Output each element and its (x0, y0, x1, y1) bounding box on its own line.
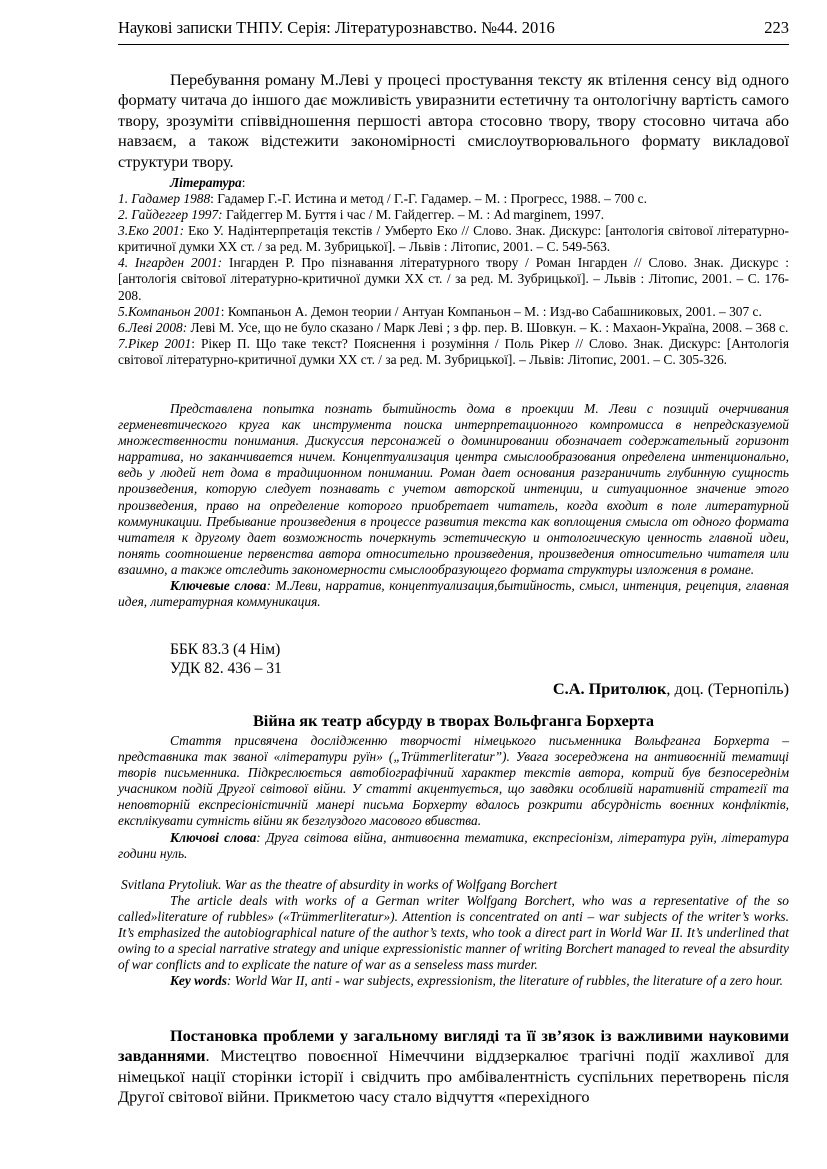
abstract-ua-text: Стаття присвячена дослідженню творчості німецького письменника Вольфганга Борхерта – представника так званої «літератури руїн» („Trümmerliteratur”). Увага зосереджена на антивоєнній тематиці творів письменника. Підкреслюється автобіографічний характер текстів автора, котрий був безпосереднім учасником подій Другої світової війни. У статті акцентується, що завдяки особливій наративній стратегії та неповторній експресіоністичній манері письма Борхерту вдалось розкрити абсурдність воєнних конфліктів, експлікувати сутність війни як безглуздого масового вбивства. (118, 733, 789, 829)
references-heading: Література: (170, 175, 246, 190)
abstract-ru-text: Представлена попытка познать бытийность дома в проекции М. Леви с позиций очерчивания герменевтического круга как инструмента поиска интерпретационного компромисса в непредсказуемой множественности понимания. Дискуссия персонажей о доминировании обозначает содержательный горизонт нарратива, но заканчивается ничем. Концептуализация центра смыслообразования определена интенционально, ведь у людей нет дома в традиционном понимании. Роман дает основания разграничить глубинную сущность произведения, которую следует познавать с учетом авторской интенции, и ситуационное значение этого произведения, право на определение которого приобретает читатель, когда входит в поле литературной коммуникации. Пребывание произведения в процессе развития текста как воплощения смысла от одного формата читателя к другому дает возможность почеркнуть эстетическую и онтологическую ценность главной идеи, понять соотношение первенства автора относительно произведения, произведения относительно читателя или взаимно, а также отследить закономерности смыслообразующего формата структуры изложения в романе. (118, 401, 789, 577)
references-list (118, 191, 789, 368)
abstract-en (118, 877, 789, 990)
reference-item: 7.Рікер 2001: Рікер П. Що таке текст? Пояснення і розуміння / Поль Рікер // Слово. Знак. Дискурс: [Антологія світової літературно-критичної думки ХХ ст. / за ред. М. Зубрицької]. – Львів: Літопис, 2001. – С. 305-326. (118, 335, 790, 367)
author-name: С.А. Притолюк (552, 679, 667, 698)
conclusion-section (118, 70, 789, 172)
references-section (118, 175, 789, 368)
reference-item: 3.Еко 2001: Еко У. Надінтерпретація текстів / Умберто Еко // Слово. Знак. Дискурс: [антологія світової літературно-критичної думки ХХ ст. / за ред. М. Зубрицької]. – Львів : Літопис, 2001. – С. 549-563. (118, 223, 789, 255)
reference-item: 6.Леві 2008: Леві М. Усе, що не було сказано / Марк Леві ; з фр. пер. В. Шовкун. – К. : Махаон-Україна, 2008. – 368 с. (118, 319, 789, 335)
reference-item: 2. Гайдеггер 1997: Гайдеггер М. Буття і час / М. Гайдеггер. – М. : Ad marginem, 1997. (118, 207, 605, 223)
bbk-code: ББК 83.3 (4 Нім) (170, 641, 281, 658)
classification-codes (118, 640, 789, 678)
abstract-ru (118, 401, 789, 610)
author-affiliation: , доц. (Тернопіль) (666, 679, 789, 698)
page-number: 223 (764, 18, 789, 37)
keywords-en: Key words: World War II, anti - war subjects, expressionism, the literature of rubbles, the literature of a zero hour. (170, 973, 783, 989)
article-title: Війна як театр абсурду в творах Вольфганга Борхерта (252, 711, 655, 730)
author-line (118, 679, 789, 699)
article-title-block (118, 711, 789, 731)
intro-section (118, 1026, 789, 1108)
header-rule (118, 44, 789, 45)
keywords-ru: Ключевые слова: М.Леви, нарратив, концептуализация,бытийность, смысл, интенция, рецепция, главная идея, литературная коммуникация. (118, 578, 790, 610)
intro-paragraph: Постановка проблеми у загальному вигляді та її зв’язок із важливими науковими завданнями. Мистецтво повоєнної Німеччини віддзеркалює трагічні події жахливої для німецької нації сторінки історії і свідчить про амбівалентність суспільних перетворень після Другої світової війни. Прикметою часу стало відчуття «перехідного (118, 1026, 789, 1107)
reference-item: 1. Гадамер 1988: Гадамер Г.-Г. Истина и метод / Г.-Г. Гадамер. – М. : Прогресс, 1988. – 700 с. (118, 191, 647, 206)
journal-title: Наукові записки ТНПУ. Серія: Літературознавство. №44. 2016 (118, 18, 555, 37)
reference-item: 5.Компаньон 2001: Компаньон А. Демон теории / Антуан Компаньон – М. : Изд-во Сабашниковых, 2001. – 307 с. (118, 303, 762, 319)
keywords-ua: Ключові слова: Друга світова війна, антивоєнна тематика, експресіонізм, література руїн, література години нуль. (118, 829, 789, 861)
abstract-en-title: Svitlana Prytoliuk. War as the theatre of absurdity in works of Wolfgang Borchert (121, 877, 558, 892)
abstract-ua (118, 733, 789, 862)
intro-heading: Постановка проблеми у загальному вигляді та її зв’язок із важливими науковими завданнями (118, 1026, 789, 1066)
conclusion-paragraph: Перебування роману М.Леві у процесі простування тексту як втілення сенсу від одного формату читача до іншого дає можливість увиразнити естетичну та онтологічну вартість самого твору, зрозуміти співвідношення першості автора стосовно твору, твору стосовно читача або навзаєм, а також відстежити закономірності смислоутворювального формату викладової структури твору. (118, 70, 789, 171)
udk-code: УДК 82. 436 – 31 (170, 660, 282, 677)
abstract-en-text: The article deals with works of a German writer Wolfgang Borchert, who was a representative of the so called»literature of rubbles» («Trümmerliteratur»). Attention is concentrated on anti – war subjects of the writer’s works. It’s emphasized the autobiographical nature of the author’s texts, who took a direct part in World War II. It’s underlined that owing to a special narrative strategy and unique expressionistic manner of writing Borchert managed to reveal the absurdity of war conflicts and to explicate the nature of war as a senseless mass murder. (118, 893, 789, 973)
reference-item: 4. Інгарден 2001: Інгарден Р. Про пізнавання літературного твору / Роман Інгарден // Слово. Знак. Дискурс : [антологія світової літературно-критичної думки ХХ ст. / за ред. М. Зубрицької]. – Львів : Літопис, 2001. – С. 176-208. (118, 255, 789, 303)
